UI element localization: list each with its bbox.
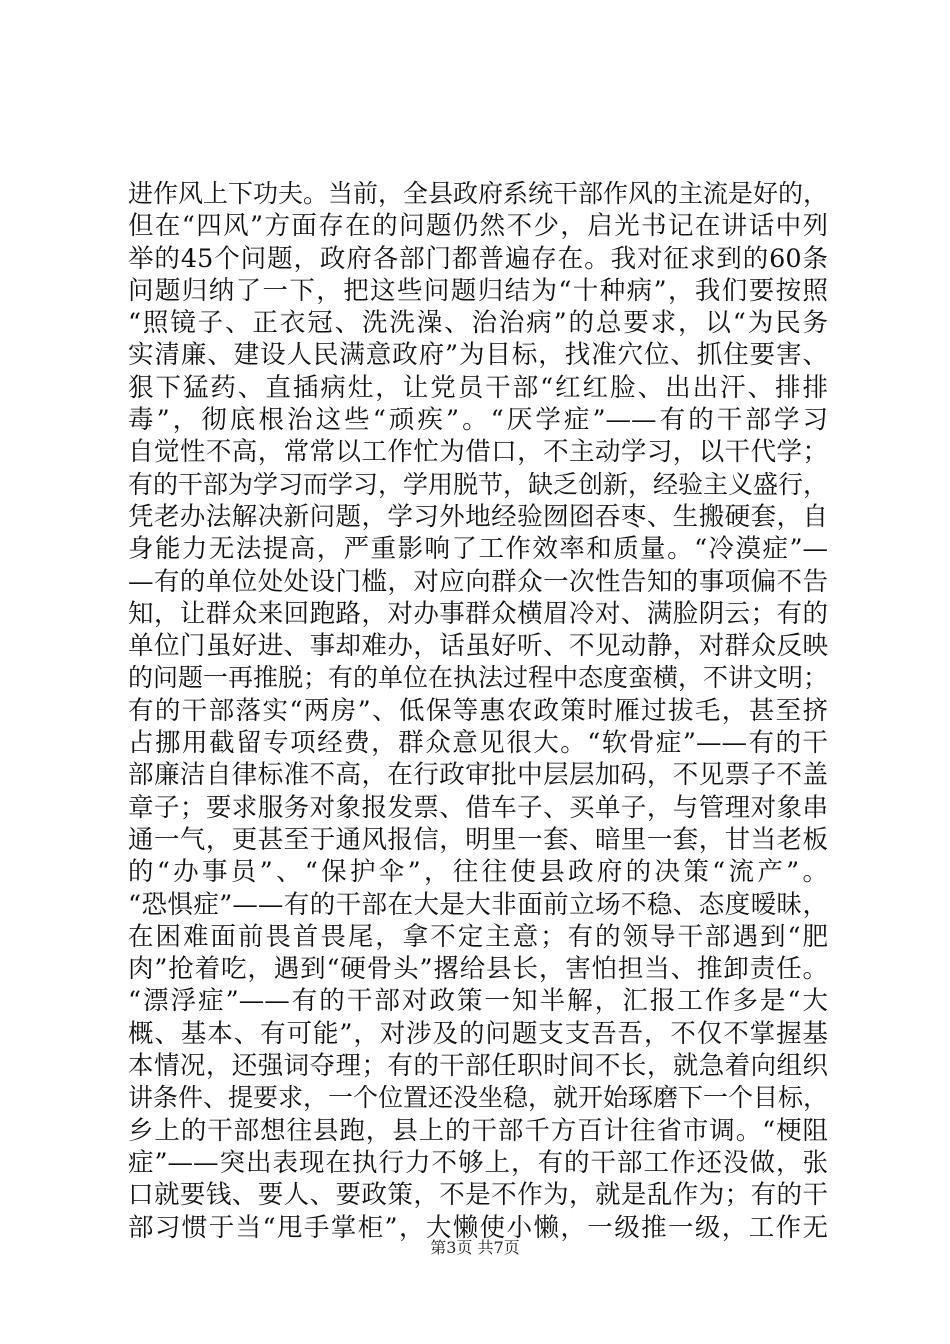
text-line: 乡上的干部想往县跑，县上的干部千方百计往省市调。“梗阻 bbox=[128, 1115, 828, 1146]
text-line: 毒”，彻底根治这些“顽疾”。“厌学症”——有的干部学习 bbox=[128, 405, 828, 436]
page-number: 第3页 共7页 bbox=[430, 1238, 520, 1257]
text-line: 知，让群众来回跑路，对办事群众横眉冷对、满脸阴云；有的 bbox=[128, 598, 828, 629]
text-line: 问题归纳了一下，把这些问题归结为“十种病”，我们要按照 bbox=[128, 275, 828, 306]
body-paragraph bbox=[128, 178, 828, 1244]
text-line: “漂浮症”——有的干部对政策一知半解，汇报工作多是“大 bbox=[128, 986, 828, 1017]
text-line: 的问题一再推脱；有的单位在执法过程中态度蛮横，不讲文明； bbox=[128, 663, 829, 693]
text-line: 自觉性不高，常常以工作忙为借口，不主动学习，以干代学； bbox=[128, 437, 828, 468]
text-line: 肉”抢着吃，遇到“硬骨头”撂给县长，害怕担当、推卸责任。 bbox=[128, 954, 828, 985]
text-line: 有的干部为学习而学习，学用脱节，缺乏创新，经验主义盛行， bbox=[128, 469, 829, 499]
text-line: 通一气，更甚至于通风报信，明里一套、暗里一套，甘当老板 bbox=[128, 824, 828, 855]
text-line: —有的单位处处设门槛，对应向群众一次性告知的事项偏不告 bbox=[128, 566, 828, 597]
text-line: 部廉洁自律标准不高，在行政审批中层层加码，不见票子不盖 bbox=[128, 760, 828, 791]
text-line: 的“办事员”、“保护伞”，往往使县政府的决策“流产”。 bbox=[128, 857, 828, 888]
text-line: 症”——突出表现在执行力不够上，有的干部工作还没做，张 bbox=[128, 1147, 828, 1178]
text-line: 部习惯于当“甩手掌柜”，大懒使小懒，一级推一级，工作无 bbox=[128, 1212, 828, 1243]
text-line: 狠下猛药、直插病灶，让党员干部“红红脸、出出汗、排排 bbox=[128, 372, 828, 403]
text-line: 占挪用截留专项经费，群众意见很大。“软骨症”——有的干 bbox=[128, 728, 828, 759]
text-line: 有的干部落实“两房”、低保等惠农政策时雁过拔毛，甚至挤 bbox=[128, 695, 828, 726]
text-line: 凭老办法解决新问题，学习外地经验囫囵吞枣、生搬硬套，自 bbox=[128, 501, 828, 532]
text-line: 进作风上下功夫。当前，全县政府系统干部作风的主流是好的， bbox=[128, 179, 829, 208]
text-line: 单位门虽好进、事却难办，话虽好听、不见动静，对群众反映 bbox=[128, 631, 828, 662]
page-footer bbox=[0, 1238, 950, 1258]
text-line: 但在“四风”方面存在的问题仍然不少，启光书记在讲话中列 bbox=[128, 211, 828, 242]
text-line: 讲条件、提要求，一个位置还没坐稳，就开始琢磨下一个目标， bbox=[128, 1083, 829, 1113]
text-line: 概、基本、有可能”，对涉及的问题支支吾吾，不仅不掌握基 bbox=[128, 1018, 828, 1049]
text-line: 实清廉、建设人民满意政府”为目标，找准穴位、抓住要害、 bbox=[128, 340, 828, 371]
text-line: “照镜子、正衣冠、洗洗澡、治治病”的总要求，以“为民务 bbox=[128, 308, 828, 339]
text-line: “恐惧症”——有的干部在大是大非面前立场不稳、态度暧昧， bbox=[128, 889, 828, 920]
text-line: 身能力无法提高，严重影响了工作效率和质量。“冷漠症”— bbox=[128, 534, 828, 565]
text-line: 举的45个问题，政府各部门都普遍存在。我对征求到的60条 bbox=[128, 243, 828, 274]
text-line: 口就要钱、要人、要政策，不是不作为，就是乱作为；有的干 bbox=[128, 1180, 828, 1211]
text-line: 在困难面前畏首畏尾，拿不定主意；有的领导干部遇到“肥 bbox=[128, 921, 828, 952]
text-line: 本情况，还强词夺理；有的干部任职时间不长，就急着向组织 bbox=[128, 1051, 828, 1082]
text-line: 章子；要求服务对象报发票、借车子、买单子，与管理对象串 bbox=[128, 792, 828, 823]
